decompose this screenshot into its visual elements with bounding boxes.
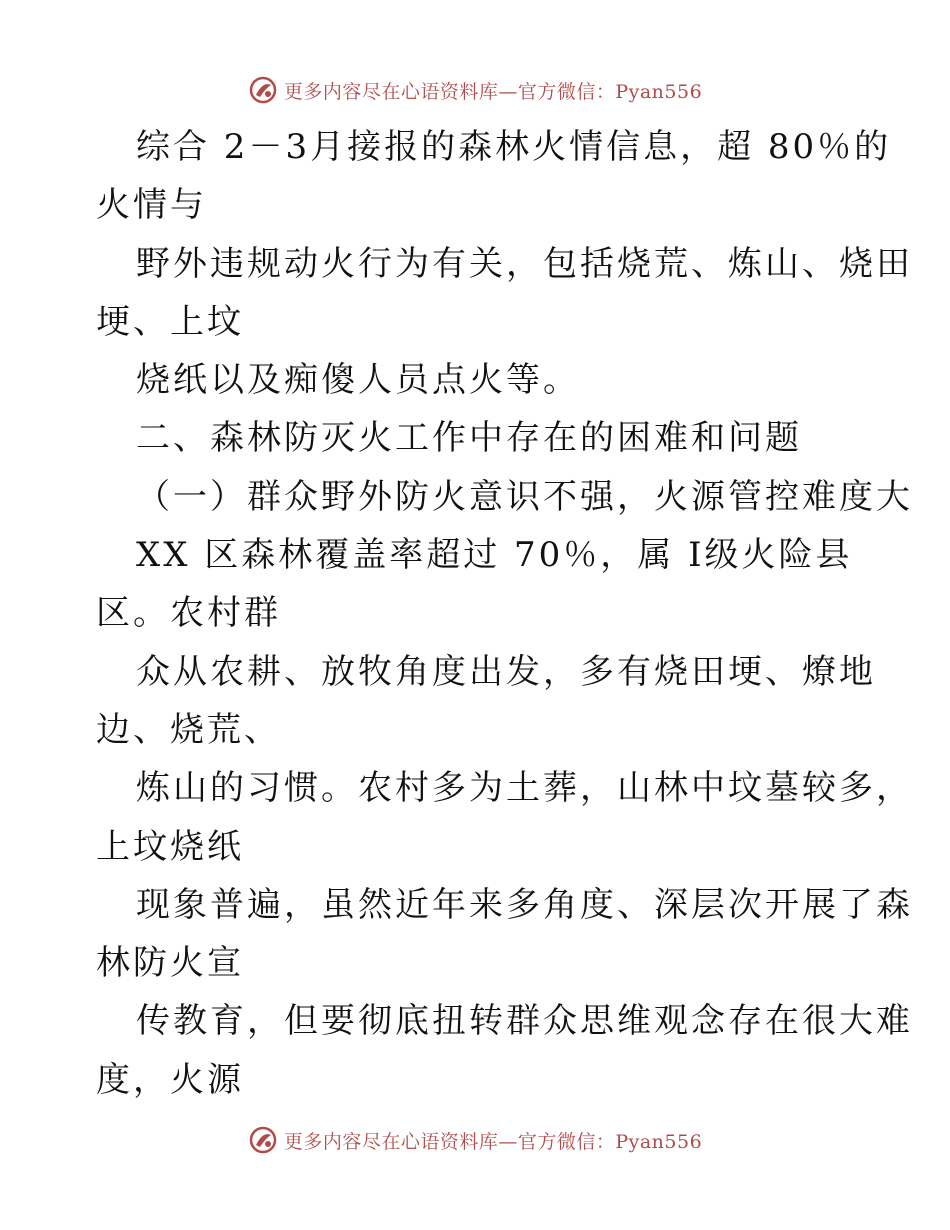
watermark-text: 更多内容尽在心语资料库—官方微信：Pyan556 — [283, 80, 703, 103]
document-body — [96, 118, 913, 1109]
subsection-heading: （一）群众野外防火意识不强，火源管控难度大 — [136, 476, 913, 517]
footer-watermark — [0, 1120, 950, 1160]
text-line: 边、烧荒、 — [96, 709, 281, 750]
text-line: 上坟烧纸 — [96, 826, 244, 867]
text-line: 传教育，但要彻底扭转群众思维观念存在很大难 — [136, 1001, 913, 1042]
text-line: 炼山的习惯。农村多为土葬，山林中坟墓较多， — [136, 768, 913, 809]
watermark-text: 更多内容尽在心语资料库—官方微信：Pyan556 — [283, 1130, 703, 1153]
header-watermark — [0, 70, 950, 110]
text-line: 埂、上坟 — [96, 301, 244, 342]
text-line: 度，火源 — [96, 1059, 244, 1100]
text-line: 区。农村群 — [96, 593, 281, 634]
text-line: 烧纸以及痴傻人员点火等。 — [136, 360, 580, 401]
text-line: 林防火宣 — [96, 943, 244, 984]
section-heading: 二、森林防灭火工作中存在的困难和问题 — [136, 418, 802, 459]
text-line: 众从农耕、放牧角度出发，多有烧田埂、燎地 — [136, 651, 876, 692]
text-line: 野外违规动火行为有关，包括烧荒、炼山、烧田 — [136, 243, 913, 284]
text-line: 现象普遍，虽然近年来多角度、深层次开展了森 — [136, 884, 913, 925]
text-line: 综合 2－3月接报的森林火情信息，超 80％的 — [136, 127, 892, 167]
text-line: 火情与 — [96, 185, 207, 226]
logo-icon — [248, 75, 278, 105]
logo-icon — [248, 1125, 278, 1155]
text-line: XX 区森林覆盖率超过 70％，属 I级火险县 — [136, 535, 853, 576]
